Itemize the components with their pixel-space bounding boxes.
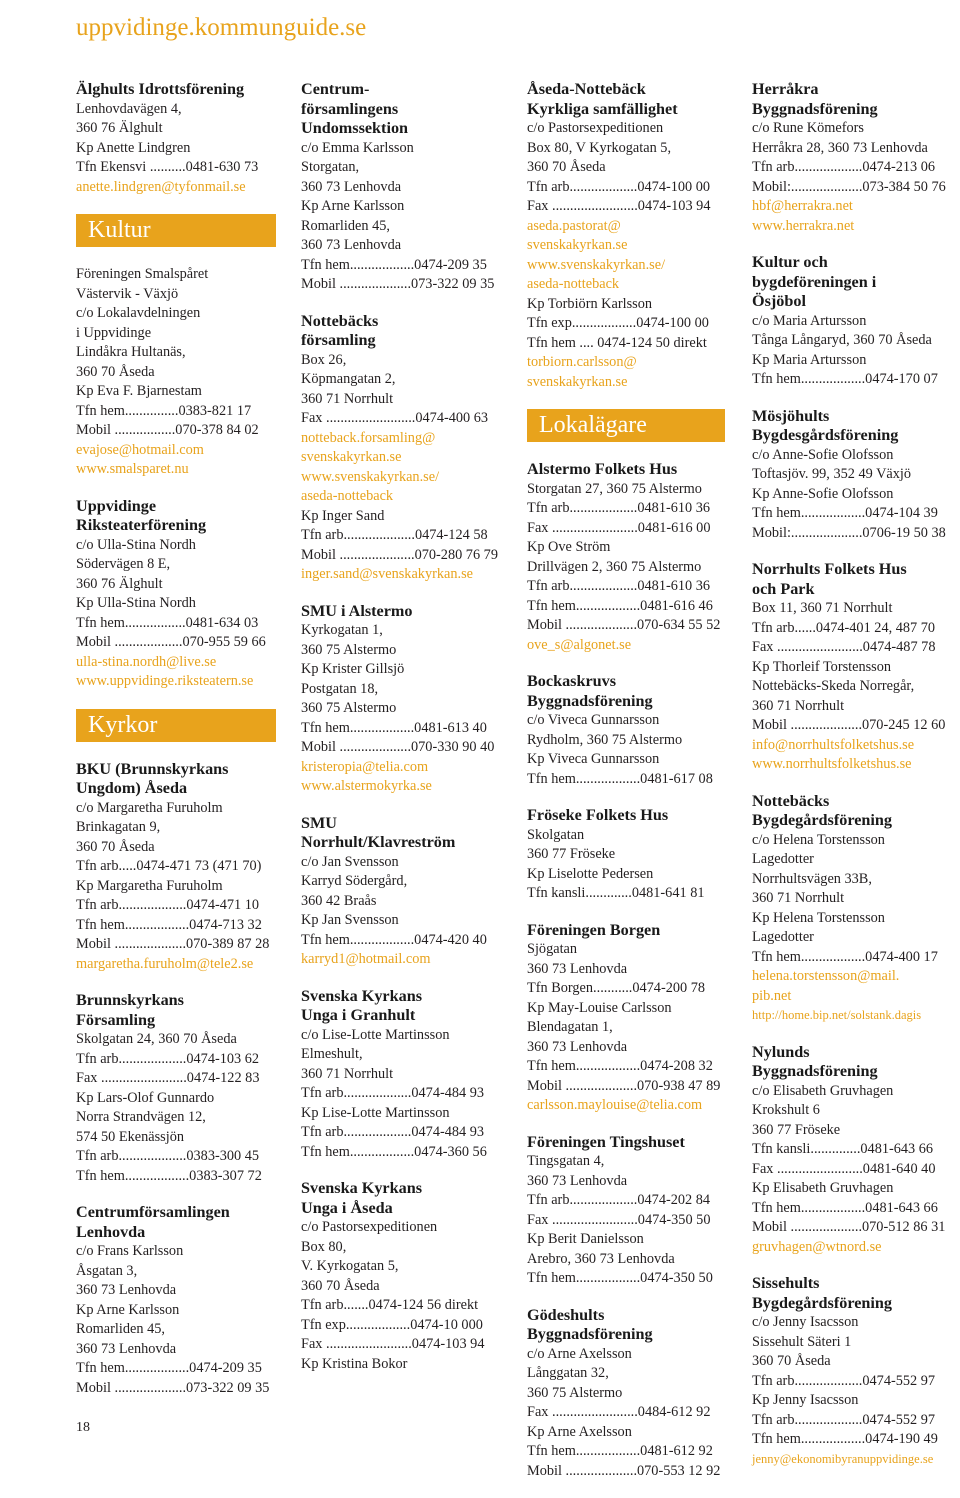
entry-line: Tfn arb...................0474-213 06 xyxy=(752,159,936,175)
entry-link[interactable]: hbf@herrakra.net xyxy=(752,198,853,214)
entry-name: Ösjöbol xyxy=(752,292,806,310)
entry-line: Tfn exp..................0474-10 000 xyxy=(301,1316,483,1333)
entry-line: c/o Jenny Isacsson xyxy=(752,1314,859,1330)
directory-entry xyxy=(76,991,286,1186)
entry-line: Tfn Borgen...........0474-200 78 xyxy=(527,980,706,996)
entry-line: Tfn hem..................0474-360 56 xyxy=(301,1143,487,1160)
directory-entry xyxy=(76,760,286,975)
entry-name: Centrum- xyxy=(301,80,370,98)
entry-name: Åseda-Nottebäck xyxy=(527,80,646,98)
entry-line: V. Kyrkogatan 5, xyxy=(301,1258,399,1274)
entry-name: Norrhult/Klavreström xyxy=(301,833,456,851)
entry-line: Tfn arb...................0474-484 93 xyxy=(301,1085,485,1101)
entry-line: Kp Krister Gillsjö xyxy=(301,661,405,677)
entry-line: 360 71 Norrhult xyxy=(752,890,845,906)
entry-line: 360 70 Åseda xyxy=(76,363,155,380)
entry-link[interactable]: www.norrhultsfolketshus.se xyxy=(752,756,912,772)
entry-link[interactable]: carlsson.maylouise@telia.com xyxy=(527,1097,703,1113)
entry-name: Kultur och xyxy=(752,253,828,271)
entry-link[interactable]: margaretha.furuholm@tele2.se xyxy=(76,955,254,972)
directory-entry xyxy=(76,497,286,692)
entry-name: Herråkra xyxy=(752,80,819,98)
entry-line: c/o Lokalavdelningen xyxy=(76,305,201,321)
entry-line: Kp Viveca Gunnarsson xyxy=(527,751,660,767)
directory-entry xyxy=(527,921,737,1116)
entry-line: Kp Berit Danielsson xyxy=(527,1231,644,1247)
entry-name: Brunnskyrkans xyxy=(76,991,184,1009)
entry-line: Herråkra 28, 360 73 Lenhovda xyxy=(752,139,928,156)
entry-line: Tfn arb...................0474-471 10 xyxy=(76,897,260,913)
entry-link[interactable]: svenskakyrkan.se xyxy=(301,449,402,465)
entry-link[interactable]: notteback.forsamling@ xyxy=(301,429,436,446)
entry-line: Kp Eva F. Bjarnestam xyxy=(76,383,202,399)
entry-line: Box 11, 360 71 Norrhult xyxy=(752,600,893,616)
entry-line: Mobil:....................0706-19 50 38 xyxy=(752,524,946,541)
entry-line: Fax ........................0474-103 94 xyxy=(527,198,711,214)
entry-link[interactable]: aseda.pastorat@ xyxy=(527,217,621,234)
entry-link[interactable]: svenskakyrkan.se xyxy=(527,373,628,390)
entry-line: 360 71 Norrhult xyxy=(752,697,845,714)
entry-name: BKU (Brunnskyrkans xyxy=(76,759,229,778)
entry-name: Nottebäcks xyxy=(752,791,830,810)
entry-line: Tfn arb....................0474-124 58 xyxy=(301,527,488,543)
entry-line: Tfn hem..................0474-713 32 xyxy=(76,916,262,933)
entry-line: Tfn hem..................0481-612 92 xyxy=(527,1443,713,1459)
entry-line: 360 76 Älghult xyxy=(76,575,163,592)
entry-line: 360 42 Braås xyxy=(301,892,377,909)
entry-name: Undomssektion xyxy=(301,119,409,137)
entry-line: Nottebäcks-Skeda Norregår, xyxy=(752,678,915,694)
entry-line: Fax ........................0481-640 40 xyxy=(752,1160,936,1177)
entry-line: c/o Rune Kömefors xyxy=(752,120,864,136)
entry-line: Box 26, xyxy=(301,351,347,368)
entry-line: Box 80, V Kyrkogatan 5, xyxy=(527,139,672,156)
entry-line: Kp Ove Ström xyxy=(527,539,611,555)
entry-line: Storgatan, xyxy=(301,159,360,175)
entry-line: Tingsgatan 4, xyxy=(527,1153,605,1169)
directory-entry xyxy=(752,792,958,1026)
directory-entry xyxy=(527,80,737,392)
entry-name: Föreningen Borgen xyxy=(527,920,661,939)
entry-name: Kyrkliga samfällighet xyxy=(527,99,678,118)
entry-line: 360 70 Åseda xyxy=(527,159,606,175)
entry-name: Byggnadsförening xyxy=(527,691,653,710)
column-3 xyxy=(527,80,737,1498)
entry-name: SMU xyxy=(301,813,337,832)
entry-name: Svenska Kyrkans xyxy=(301,986,422,1005)
entry-line: 360 73 Lenhovda xyxy=(76,1282,177,1298)
entry-line: Romarliden 45, xyxy=(76,1321,165,1337)
directory-entry xyxy=(527,460,737,655)
entry-line: 360 71 Norrhult xyxy=(301,1065,394,1082)
directory-entry xyxy=(76,80,286,197)
entry-line: Kyrkogatan 1, xyxy=(301,622,383,638)
entry-line: Kp Kristina Bokor xyxy=(301,1355,408,1372)
entry-line: Tfn arb...................0474-484 93 xyxy=(301,1124,485,1140)
entry-line: 360 75 Alstermo xyxy=(527,1384,623,1401)
entry-line: Tfn Ekensvi ..........0481-630 73 xyxy=(76,159,259,175)
entry-line: c/o Viveca Gunnarsson xyxy=(527,712,660,728)
entry-line: Tfn kansli.............0481-641 81 xyxy=(527,885,705,901)
column-1 xyxy=(76,80,286,1415)
entry-line: Tfn hem..................0481-616 46 xyxy=(527,597,713,614)
entry-name: Nylunds xyxy=(752,1042,810,1061)
page-number: 18 xyxy=(76,1420,90,1435)
column-2 xyxy=(301,80,511,1391)
entry-line: Skolgatan xyxy=(527,826,585,843)
entry-line: Sissehult Säteri 1 xyxy=(752,1333,852,1350)
entry-name: Bygdegårdsförening xyxy=(752,1293,893,1312)
entry-line: 360 77 Fröseke xyxy=(752,1121,841,1138)
entry-line: Lagedotter xyxy=(752,929,814,945)
directory-entry xyxy=(76,1203,286,1398)
entry-line: Mobil ....................070-330 90 40 xyxy=(301,739,495,755)
entry-line: Krokshult 6 xyxy=(752,1102,820,1118)
entry-line: Mobil ....................070-634 55 52 xyxy=(527,617,721,633)
entry-line: 360 73 Lenhovda xyxy=(527,960,628,977)
entry-line: 360 73 Lenhovda xyxy=(527,1172,628,1189)
entry-line: Tfn hem..................0474-420 40 xyxy=(301,931,487,948)
entry-line: Tfn hem.................0481-634 03 xyxy=(76,614,259,631)
entry-line: Kp Helena Torstensson xyxy=(752,909,885,926)
entry-line: Tfn hem..................0474-208 32 xyxy=(527,1058,713,1074)
entry-line: 574 50 Ekenässjön xyxy=(76,1128,185,1145)
entry-line: Fax ........................0481-616 00 xyxy=(527,519,711,536)
entry-line: c/o Pastorsexpeditionen xyxy=(301,1219,438,1235)
entry-line: c/o Emma Karlsson xyxy=(301,139,414,156)
section-heading: Lokalägare xyxy=(527,409,725,442)
entry-name: Svenska Kyrkans xyxy=(301,1179,422,1197)
entry-line: Sjögatan xyxy=(527,941,578,957)
entry-line: Tfn hem..................0474-400 17 xyxy=(752,948,938,965)
entry-line: Mobil ....................070-245 12 60 xyxy=(752,717,946,733)
entry-line: Tfn hem..................0474-190 49 xyxy=(752,1431,938,1447)
entry-line: Lenhovdavägen 4, xyxy=(76,100,182,117)
column-4 xyxy=(752,80,958,1486)
entry-line: c/o Arne Axelsson xyxy=(527,1345,632,1362)
entry-line: Tfn hem..................0474-209 35 xyxy=(301,256,487,273)
entry-line: Tfn arb...................0474-202 84 xyxy=(527,1192,711,1208)
entry-line: Tfn arb......0474-401 24, 487 70 xyxy=(752,619,936,636)
entry-line: Tfn arb.......0474-124 56 direkt xyxy=(301,1297,479,1313)
entry-line: Fax .........................0474-400 63 xyxy=(301,410,489,426)
entry-link[interactable]: aseda-notteback xyxy=(301,488,394,504)
section-heading: Kyrkor xyxy=(76,709,276,742)
directory-entry xyxy=(752,253,958,390)
entry-line: Norra Strandvägen 12, xyxy=(76,1109,206,1125)
directory-entry xyxy=(301,80,511,295)
entry-name: Bygdesgårdsförening xyxy=(752,426,899,444)
entry-line: Fax ........................0474-350 50 xyxy=(527,1211,711,1228)
entry-line: Tfn hem .... 0474-124 50 direkt xyxy=(527,334,707,351)
directory-entry xyxy=(301,602,511,797)
directory-entry xyxy=(527,672,737,789)
entry-link[interactable]: evajose@hotmail.com xyxy=(76,441,204,458)
entry-line: 360 70 Åseda xyxy=(301,1277,380,1294)
directory-entry xyxy=(752,1274,958,1469)
entry-link[interactable]: aseda-notteback xyxy=(527,276,620,292)
entry-line: 360 73 Lenhovda xyxy=(301,237,402,253)
entry-name: Ungdom) Åseda xyxy=(76,779,188,797)
entry-line: Mobil ....................070-553 12 92 xyxy=(527,1462,721,1479)
entry-link[interactable]: kristeropia@telia.com xyxy=(301,758,429,775)
entry-line: Kp May-Louise Carlsson xyxy=(527,999,672,1016)
directory-entry xyxy=(527,1133,737,1289)
entry-name: och Park xyxy=(752,579,815,598)
entry-name: församlingens xyxy=(301,99,399,118)
entry-line: Tfn hem..................0474-170 07 xyxy=(752,371,938,387)
entry-link[interactable]: www.herrakra.net xyxy=(752,217,855,234)
entry-line: Mobil ....................070-389 87 28 xyxy=(76,936,270,952)
entry-line: Kp Inger Sand xyxy=(301,507,385,524)
entry-line: c/o Pastorsexpeditionen xyxy=(527,120,664,136)
entry-line: Mobil:....................073-384 50 76 xyxy=(752,178,946,195)
entry-link[interactable]: inger.sand@svenskakyrkan.se xyxy=(301,566,473,582)
entry-line: Mobil ....................070-938 47 89 xyxy=(527,1077,721,1094)
entry-name: Riksteaterförening xyxy=(76,516,207,534)
entry-line: c/o Helena Torstensson xyxy=(752,831,885,848)
entry-line: Tfn arb...................0481-610 36 xyxy=(527,500,711,516)
entry-name: Byggnadsförening xyxy=(752,99,878,118)
entry-line: Fax ........................0474-103 94 xyxy=(301,1336,485,1352)
entry-line: Fax ........................0474-487 78 xyxy=(752,639,936,655)
entry-link[interactable]: ulla-stina.nordh@live.se xyxy=(76,653,217,670)
entry-line: Mobil ...................070-955 59 66 xyxy=(76,634,266,650)
entry-line: Åsgatan 3, xyxy=(76,1262,138,1279)
entry-link[interactable]: ove_s@algonet.se xyxy=(527,636,632,653)
entry-name: Norrhults Folkets Hus xyxy=(752,560,907,578)
entry-line: 360 77 Fröseke xyxy=(527,846,616,862)
entry-line: Tfn hem..................0481-617 08 xyxy=(527,770,713,787)
entry-line: Tfn arb...................0474-552 97 xyxy=(752,1372,936,1389)
entry-line: Kp Torbiörn Karlsson xyxy=(527,295,653,312)
entry-line: Fax ........................0484-612 92 xyxy=(527,1404,711,1420)
entry-line: Tfn exp..................0474-100 00 xyxy=(527,315,709,331)
section-heading: Kultur xyxy=(76,214,276,247)
entry-line: 360 73 Lenhovda xyxy=(301,178,402,195)
entry-line: Tfn hem..................0481-643 66 xyxy=(752,1199,938,1216)
entry-line: Kp Ulla-Stina Nordh xyxy=(76,595,196,611)
entry-line: 360 75 Alstermo xyxy=(301,641,397,658)
entry-link[interactable]: karryd1@hotmail.com xyxy=(301,951,431,967)
entry-line: Mobil ....................073-322 09 35 xyxy=(301,276,495,292)
entry-line: 360 71 Norrhult xyxy=(301,390,394,407)
entry-line: Tfn arb...................0474-103 62 xyxy=(76,1050,260,1067)
directory-entry xyxy=(301,312,511,585)
entry-line: Brinkagatan 9, xyxy=(76,819,161,835)
entry-name: Nottebäcks xyxy=(301,311,379,330)
entry-line: Föreningen Smalspåret xyxy=(76,266,209,282)
entry-line: Kp Anette Lindgren xyxy=(76,139,191,156)
entry-line: Romarliden 45, xyxy=(301,217,390,234)
entry-name: Lenhovda xyxy=(76,1222,146,1241)
entry-line: c/o Frans Karlsson xyxy=(76,1243,184,1259)
entry-name: Mösjöhults xyxy=(752,406,830,425)
entry-name: Gödeshults xyxy=(527,1305,605,1324)
entry-line: c/o Maria Artursson xyxy=(752,312,867,329)
entry-name: Byggnadsförening xyxy=(527,1325,653,1343)
entry-link[interactable]: svenskakyrkan.se xyxy=(527,237,628,253)
entry-line: 360 73 Lenhovda xyxy=(76,1340,177,1357)
entry-line: i Uppvidinge xyxy=(76,324,152,341)
entry-name: Församling xyxy=(76,1010,156,1029)
entry-line: Tfn arb...................0481-610 36 xyxy=(527,578,711,594)
entry-line: Kp Lars-Olof Gunnardo xyxy=(76,1089,215,1106)
directory-entry xyxy=(752,1043,958,1258)
entry-line: Tfn hem..................0383-307 72 xyxy=(76,1167,262,1184)
entry-line: Lindåkra Hultanäs, xyxy=(76,344,186,360)
entry-line: Långgatan 32, xyxy=(527,1365,609,1381)
entry-line: c/o Elisabeth Gruvhagen xyxy=(752,1082,894,1099)
entry-name: Uppvidinge xyxy=(76,496,157,515)
entry-line: Fax ........................0474-122 83 xyxy=(76,1070,260,1086)
entry-link[interactable]: helena.torstensson@mail. xyxy=(752,968,900,984)
entry-line: Lagedotter xyxy=(752,851,814,867)
entry-line: Toftasjöv. 99, 352 49 Växjö xyxy=(752,466,912,482)
entry-line: Kp Elisabeth Gruvhagen xyxy=(752,1180,894,1196)
entry-link[interactable]: gruvhagen@wtnord.se xyxy=(752,1238,882,1255)
entry-line: Drillvägen 2, 360 75 Alstermo xyxy=(527,558,702,575)
entry-line: Norrhultsvägen 33B, xyxy=(752,870,872,887)
entry-line: Mobil ....................070-512 86 31 xyxy=(752,1219,946,1235)
entry-line: Elmeshult, xyxy=(301,1046,363,1062)
entry-line: Blendagatan 1, xyxy=(527,1019,613,1035)
entry-line: Tfn hem..................0474-209 35 xyxy=(76,1360,262,1376)
entry-line: Mobil ....................073-322 09 35 xyxy=(76,1379,270,1396)
entry-line: c/o Ulla-Stina Nordh xyxy=(76,536,196,553)
entry-line: Västervik - Växjö xyxy=(76,285,179,302)
entry-line: c/o Anne-Sofie Olofsson xyxy=(752,446,894,463)
entry-link[interactable]: info@norrhultsfolketshus.se xyxy=(752,736,915,753)
entry-line: Skolgatan 24, 360 70 Åseda xyxy=(76,1031,237,1047)
directory-entry xyxy=(301,814,511,970)
entry-line: Karryd Södergård, xyxy=(301,873,408,889)
entry-line: Kp Maria Artursson xyxy=(752,351,867,368)
entry-line: Mobil .....................070-280 76 79 xyxy=(301,546,498,563)
entry-line: Tfn hem...............0383-821 17 xyxy=(76,402,252,419)
directory-entry xyxy=(527,1306,737,1482)
entry-name: Unga i Åseda xyxy=(301,1198,393,1217)
entry-line: Rydholm, 360 75 Alstermo xyxy=(527,731,683,748)
entry-line: Kp Thorleif Torstensson xyxy=(752,658,892,675)
entry-line: Tfn kansli..............0481-643 66 xyxy=(752,1141,934,1157)
entry-line: Tfn hem..................0481-613 40 xyxy=(301,719,487,736)
entry-link[interactable]: www.svenskakyrkan.se/ xyxy=(527,256,666,273)
entry-line: Storgatan 27, 360 75 Alstermo xyxy=(527,480,702,497)
entry-link[interactable]: torbiorn.carlsson@ xyxy=(527,354,637,370)
directory-entry xyxy=(752,80,958,236)
entry-name: Bygdegårdsförening xyxy=(752,811,893,829)
entry-line: 360 76 Älghult xyxy=(76,120,163,136)
directory-entry xyxy=(76,265,286,480)
entry-name: Unga i Granhult xyxy=(301,1006,416,1024)
entry-line: c/o Jan Svensson xyxy=(301,853,399,870)
entry-line: Kp Arne Karlsson xyxy=(301,198,405,214)
entry-name: Centrumförsamlingen xyxy=(76,1203,230,1221)
entry-line: Kp Anne-Sofie Olofsson xyxy=(752,485,894,502)
entry-line: Tfn arb...................0383-300 45 xyxy=(76,1148,260,1164)
entry-line: 360 75 Alstermo xyxy=(301,700,397,716)
entry-line: Tfn arb...................0474-552 97 xyxy=(752,1411,936,1428)
entry-line: Box 80, xyxy=(301,1238,347,1255)
entry-line: Tfn arb.....0474-471 73 (471 70) xyxy=(76,858,262,874)
entry-name: Fröseke Folkets Hus xyxy=(527,806,669,824)
entry-line: Mobil .................070-378 84 02 xyxy=(76,422,259,438)
entry-link[interactable]: jenny@ekonomibyranuppvidinge.se xyxy=(752,1451,934,1466)
entry-line: Arebro, 360 73 Lenhovda xyxy=(527,1250,675,1267)
entry-line: Kp Jenny Isacsson xyxy=(752,1392,859,1408)
entry-name: Sissehults xyxy=(752,1274,820,1292)
directory-entry xyxy=(301,987,511,1163)
entry-line: 360 70 Åseda xyxy=(76,838,155,855)
entry-line: Kp Liselotte Pedersen xyxy=(527,865,654,882)
entry-line: Kp Margaretha Furuholm xyxy=(76,877,223,894)
entry-line: Södervägen 8 E, xyxy=(76,556,171,572)
directory-entry xyxy=(527,806,737,904)
directory-entry xyxy=(752,560,958,775)
entry-line: Kp Arne Karlsson xyxy=(76,1301,180,1318)
entry-name: Byggnadsförening xyxy=(752,1062,878,1080)
entry-name: SMU i Alstermo xyxy=(301,601,413,620)
entry-name: Älghults Idrottsförening xyxy=(76,80,245,98)
site-title: uppvidinge.kommunguide.se xyxy=(76,14,367,41)
entry-line: c/o Lise-Lotte Martinsson xyxy=(301,1026,450,1043)
entry-line: 360 73 Lenhovda xyxy=(527,1038,628,1055)
entry-link[interactable]: www.smalsparet.nu xyxy=(76,461,189,477)
entry-link[interactable]: www.uppvidinge.riksteatern.se xyxy=(76,673,254,689)
entry-line: Tfn hem..................0474-104 39 xyxy=(752,505,938,521)
entry-line: Kp Lise-Lotte Martinsson xyxy=(301,1104,450,1121)
entry-line: c/o Margaretha Furuholm xyxy=(76,799,223,816)
directory-entry xyxy=(301,1179,511,1374)
entry-name: Bockaskruvs xyxy=(527,672,617,690)
entry-line: Kp Arne Axelsson xyxy=(527,1423,632,1440)
entry-name: bygdeföreningen i xyxy=(752,272,877,291)
entry-link[interactable]: www.svenskakyrkan.se/ xyxy=(301,468,440,485)
entry-name: Föreningen Tingshuset xyxy=(527,1132,685,1151)
entry-link[interactable]: anette.lindgren@tyfonmail.se xyxy=(76,178,246,195)
entry-link[interactable]: pib.net xyxy=(752,987,792,1004)
entry-link[interactable]: http://home.bip.net/solstank.dagis xyxy=(752,1008,922,1022)
entry-line: Tfn hem..................0474-350 50 xyxy=(527,1270,713,1286)
directory-entry xyxy=(752,407,958,544)
entry-line: Kp Jan Svensson xyxy=(301,912,399,928)
entry-line: Tfn arb...................0474-100 00 xyxy=(527,178,711,195)
entry-link[interactable]: www.alstermokyrka.se xyxy=(301,778,432,794)
entry-line: Tånga Långaryd, 360 70 Åseda xyxy=(752,332,932,348)
entry-line: 360 70 Åseda xyxy=(752,1353,831,1369)
entry-name: församling xyxy=(301,331,376,349)
entry-line: Köpmangatan 2, xyxy=(301,371,396,387)
entry-line: Postgatan 18, xyxy=(301,680,379,697)
entry-name: Alstermo Folkets Hus xyxy=(527,460,678,478)
